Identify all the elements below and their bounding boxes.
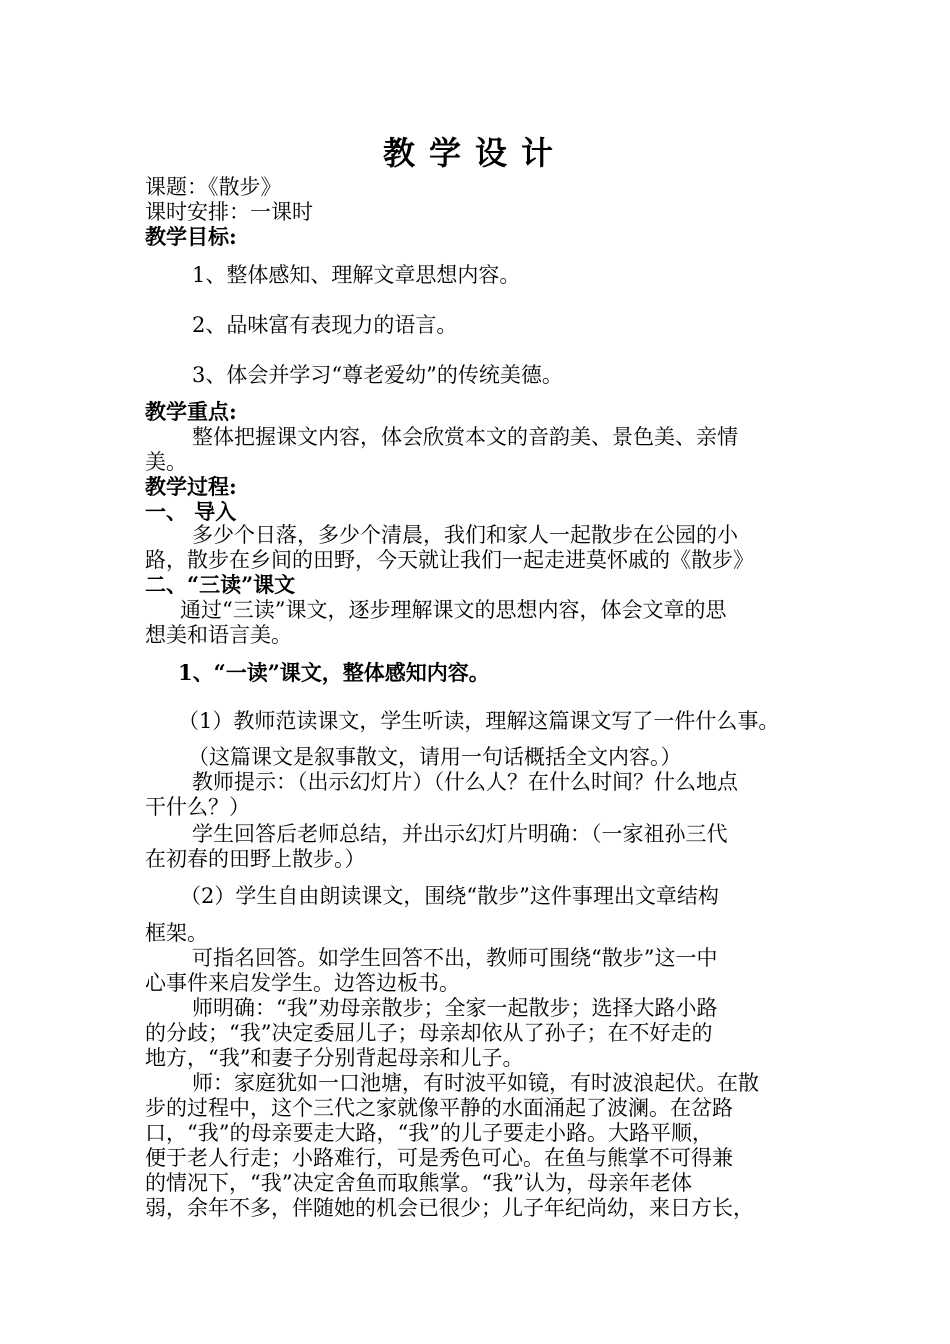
paragraph-line: （这篇课文是叙事散文，请用一句话概括全文内容。） xyxy=(188,745,682,769)
paragraph-line: 通过“三读”课文，逐步理解课文的思想内容，体会文章的思 xyxy=(180,598,727,622)
objective-item: 3、体会并学习“尊老爱幼”的传统美德。 xyxy=(192,363,563,387)
key-points-text: 美。 xyxy=(145,450,187,474)
paragraph-line: 口，“我”的母亲要走大路，“我”的儿子要走小路。大路平顺， xyxy=(145,1121,713,1145)
paragraph-line: 地方，“我”和妻子分别背起母亲和儿子。 xyxy=(145,1046,524,1070)
paragraph-line: 学生回答后老师总结，并出示幻灯片明确：（一家祖孙三代 xyxy=(192,822,728,846)
section-heading: 一、 导入 xyxy=(145,499,237,524)
paragraph-line: （1）教师范读课文，学生听读，理解这篇课文写了一件什么事。 xyxy=(178,709,780,733)
paragraph-line: 师明确：“我”劝母亲散步；全家一起散步；选择大路小路 xyxy=(192,996,718,1020)
paragraph-line: 师：家庭犹如一口池塘，有时波平如镜，有时波浪起伏。在散 xyxy=(192,1071,759,1095)
schedule-line: 课时安排：一课时 xyxy=(145,200,313,224)
paragraph-line: 心事件来启发学生。边答边板书。 xyxy=(145,971,460,995)
paragraph-line: （2）学生自由朗读课文，围绕“散步”这件事理出文章结构 xyxy=(180,884,719,908)
paragraph-line: 教师提示：（出示幻灯片）（什么人？在什么时间？什么地点 xyxy=(192,770,738,794)
objectives-heading: 教学目标: xyxy=(145,224,237,249)
paragraph-line: 可指名回答。如学生回答不出，教师可围绕“散步”这一中 xyxy=(192,946,718,970)
topic-line: 课题：《散步》 xyxy=(145,175,282,199)
paragraph-line: 的情况下，“我”决定舍鱼而取熊掌。“我”认为，母亲年老体 xyxy=(145,1171,692,1195)
paragraph-line: 框架。 xyxy=(145,921,208,945)
document-title: 教学设计 xyxy=(382,134,567,172)
paragraph-line: 干什么？） xyxy=(145,795,250,819)
key-points-text: 整体把握课文内容，体会欣赏本文的音韵美、景色美、亲情 xyxy=(192,425,738,449)
section-heading: 二、“三读”课文 xyxy=(145,572,296,597)
paragraph-line: 的分歧；“我”决定委屈儿子；母亲却依从了孙子；在不好走的 xyxy=(145,1021,713,1045)
paragraph-line: 弱，余年不多，伴随她的机会已很少；儿子年纪尚幼，来日方长， xyxy=(145,1196,754,1220)
objective-item: 1、整体感知、理解文章思想内容。 xyxy=(192,263,521,287)
paragraph-line: 便于老人行走；小路难行，可是秀色可心。在鱼与熊掌不可得兼 xyxy=(145,1146,733,1170)
key-points-heading: 教学重点: xyxy=(145,399,237,424)
paragraph-line: 步的过程中，这个三代之家就像平静的水面涌起了波澜。在岔路 xyxy=(145,1096,733,1120)
paragraph-line: 在初春的田野上散步。） xyxy=(145,847,366,871)
paragraph-line: 多少个日落，多少个清晨，我们和家人一起散步在公园的小 xyxy=(192,523,738,547)
paragraph-line: 路，散步在乡间的田野，今天就让我们一起走进莫怀戚的《散步》 xyxy=(145,548,754,572)
process-heading: 教学过程: xyxy=(145,474,237,499)
paragraph-line: 想美和语言美。 xyxy=(145,623,292,647)
subsection-heading: 1、“一读”课文，整体感知内容。 xyxy=(178,660,490,685)
objective-item: 2、品味富有表现力的语言。 xyxy=(192,313,458,337)
